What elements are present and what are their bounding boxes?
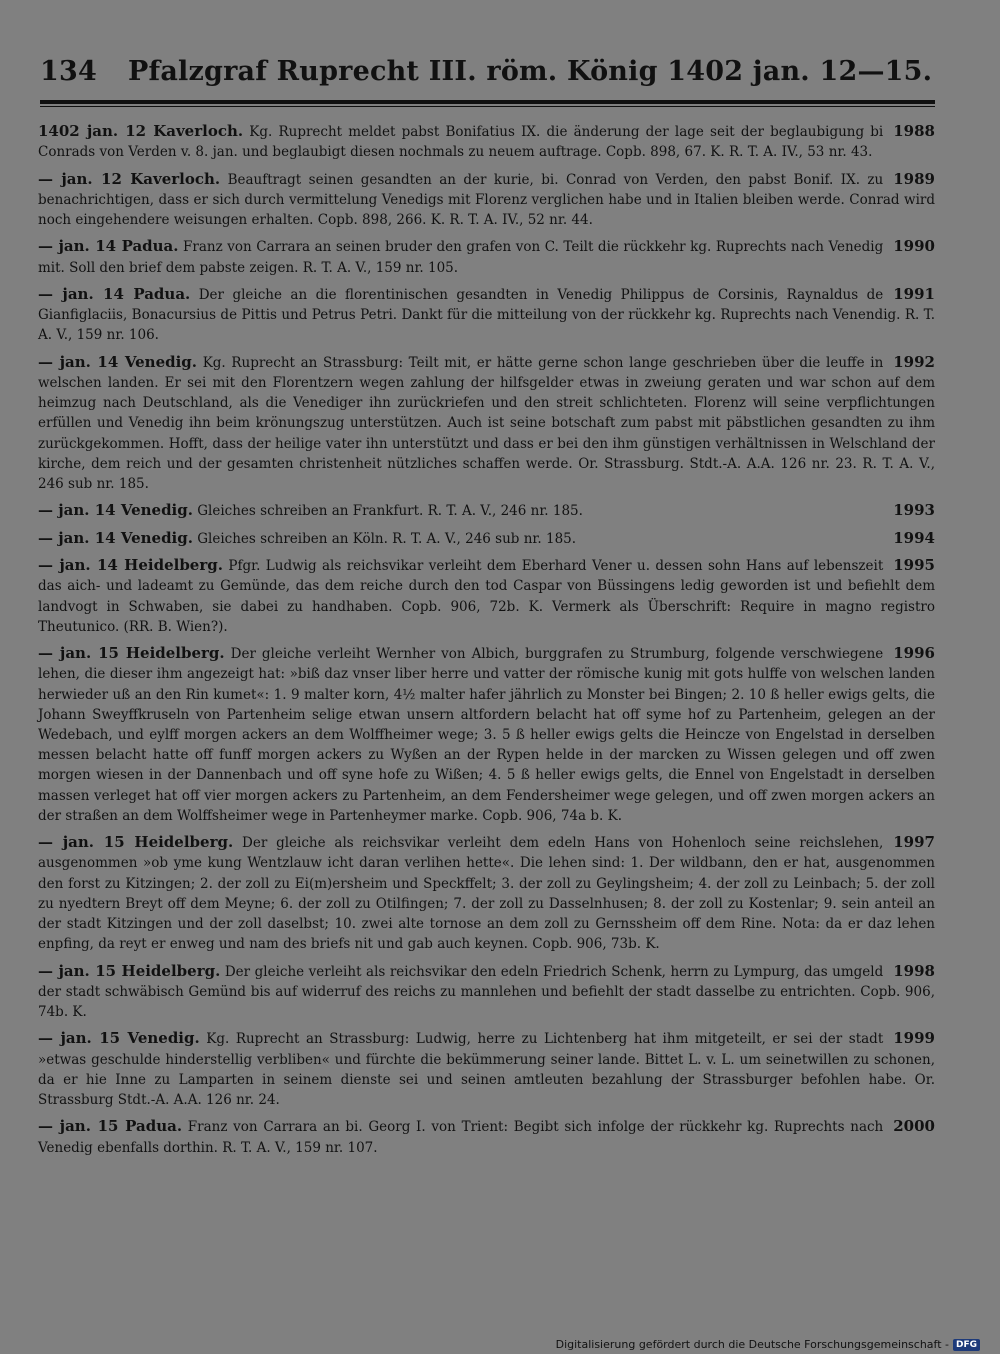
entry-date-place: — jan. 15 Padua. bbox=[38, 1117, 183, 1136]
regest-entry bbox=[38, 643, 935, 826]
regest-entry bbox=[38, 352, 935, 494]
entry-text: Der gleiche an die florentinischen gesandten in Venedig Philippus de Corsinis, Raynaldus de Gianfiglaciis, Bonacursius de Pittis und Petrus Petri. Dankt für die mitteilung von der rückkehr kg. Ruprechts nach Venendig. R. T. A. V., 159 nr. 106. bbox=[38, 286, 935, 344]
entry-number: 1992 bbox=[893, 352, 935, 371]
entry-date-place: — jan. 14 Venedig. bbox=[38, 528, 193, 547]
entry-date-place: — jan. 15 Heidelberg. bbox=[38, 961, 221, 980]
header-rule-thick bbox=[40, 100, 935, 104]
page-header bbox=[40, 52, 935, 92]
entry-text: Gleiches schreiben an Köln. R. T. A. V., 246 sub nr. 185. bbox=[197, 530, 577, 547]
entry-date-place: — jan. 14 Venedig. bbox=[38, 352, 198, 371]
regest-entry bbox=[38, 961, 935, 1023]
entry-date-place: — jan. 14 Venedig. bbox=[38, 501, 193, 520]
entry-number: 1994 bbox=[893, 528, 935, 547]
page-number: 134 bbox=[40, 56, 97, 87]
entry-number: 1990 bbox=[893, 237, 935, 256]
entry-text: Kg. Ruprecht an Strassburg: Ludwig, herre zu Lichtenberg hat ihm mitgeteilt, er sei der stadt »etwas geschulde hinderstellig verbliben« und fürchte die bekümmerung seiner lande. Bittet L. v. L. um seinetwillen zu schonen, da er hie Inne zu Lamparten in seinem dienste sei und seinen amtleuten bezahlung der Strassburger befohlen habe. Or. Strassburg Stdt.-A. A.A. 126 nr. 24. bbox=[38, 1031, 935, 1108]
regest-entry bbox=[38, 500, 935, 521]
regest-entry bbox=[38, 555, 935, 637]
entry-date-place: — jan. 14 Padua. bbox=[38, 237, 179, 256]
page-title: Pfalzgraf Ruprecht III. röm. König 1402 jan. 12—15. bbox=[128, 56, 933, 87]
entry-text: Franz von Carrara an seinen bruder den grafen von C. Teilt die rückkehr kg. Ruprechts nach Venedig mit. Soll den brief dem pabste zeigen. R. T. A. V., 159 nr. 105. bbox=[38, 239, 884, 276]
entry-date-place: 1402 jan. 12 Kaverloch. bbox=[38, 122, 244, 140]
entry-text: Beauftragt seinen gesandten an der kurie, bi. Conrad von Verden, den pabst Bonif. IX. zu benachrichtigen, dass er sich durch vermittelung Venedigs mit Florenz verglichen habe und in Italien bleiben werde. Conrad wird noch eingehendere weisungen erhalten. Copb. 898, 266. K. R. T. A. IV., 52 nr. 44. bbox=[38, 171, 935, 228]
entry-number: 2000 bbox=[893, 1117, 935, 1136]
entry-text: Franz von Carrara an bi. Georg I. von Trient: Begibt sich infolge der rückkehr kg. Ruprechts nach Venedig ebenfalls dorthin. R. T. A. V., 159 nr. 107. bbox=[38, 1119, 884, 1156]
entry-date-place: — jan. 12 Kaverloch. bbox=[38, 169, 221, 188]
entry-number: 1997 bbox=[893, 833, 935, 852]
entry-text: Kg. Ruprecht an Strassburg: Teilt mit, er hätte gerne schon lange geschrieben über die leuffe in welschen landen. Er sei mit den Florentzern wegen zahlung der hilfsgelder etwas in zweiung geraten und war schon auf dem heimzug nach Deutschland, als die Venediger ihn zurückriefen und den streit schlichteten. Florenz will seine verpflichtungen erfüllen und Venedig ihn beim krönungszug unterstützen. Auch ist seine botschaft zum pabst mit päbstlichen gesandten zu ihm zurückgekommen. Hofft, dass der heilige vater ihn unterstützt und dass er bei den ihm günstigen verhältnissen in Welschland der kirche, dem reich und der gesamten christenheit nützliches schaffen werde. Or. Strassburg. Stdt.-A. A.A. 126 nr. 23. R. T. A. V., 246 sub nr. 185. bbox=[38, 354, 935, 492]
entry-date-place: — jan. 15 Heidelberg. bbox=[38, 833, 234, 852]
entry-text: Der gleiche als reichsvikar verleiht dem edeln Hans von Hohenloch seine reichslehen, ausgenommen »ob yme kung Wentzlauw icht daran verlihen hette«. Die lehen sind: 1. Der wildbann, den er hat, ausgenommen den forst zu Kitzingen; 2. der zoll zu Ei(m)ersheim und Speckffelt; 3. der zoll zu Geylingsheim; 4. der zoll zu Leinbach; 5. der zoll zu nyedtern Breyt off dem Meyne; 6. der zoll zu Otilfingen; 7. der zoll zu Dasselnhusen; 8. der zoll zu Kostenlar; 9. sein anteil an der stadt Kitzingen und der zoll daselbst; 10. zwei alte tornose an dem zoll zu Gernssheim off dem Rine. Nota: da er daz lehen enpfing, da reyt er enweg und nam des briefs nit und gab auch keynen. Copb. 906, 73b. K. bbox=[38, 835, 935, 953]
entry-number: 1995 bbox=[893, 556, 935, 575]
entry-number: 1989 bbox=[893, 169, 935, 188]
regest-entry bbox=[38, 1116, 935, 1157]
entry-text: Der gleiche verleiht Wernher von Albich, burggrafen zu Strumburg, folgende verschwiegene lehen, die dieser ihm angezeigt hat: »biß daz vnser liber herre und vatter der römische kunig mit gots hulffe von welschen landen herwieder uß an den Rin kumet«: 1. 9 malter korn, 4½ malter hafer jährlich zu Monster bei Bingen; 2. 10 ß heller ewigs gelts, die Johann Sweyffkruseln von Partenheim selige etwan unsern altfordern belacht hat off syme hof zu Partenheim, gelegen an der Wedebach, und eylff morgen ackers an dem Wolffheimer wege; 3. 5 ß heller ewigs gelts die Heincze von Engelstad in derselben messen belacht hatte off funff morgen ackers zu Wyßen an der Rypen helde in der marcken zu Wissen gelegen und off zwen morgen wiesen in der Dannenbach und off syne hofe zu Wißen; 4. 5 ß heller ewigs gelts, die Ennel von Engelstadt in derselben massen verleget hat off vier morgen ackers zu Partenheim, an dem Fendersheimer wege gelegen, und off zwen morgen ackers an der straßen an dem Wolffsheimer wege in Partenheymer marke. Copb. 906, 74a b. K. bbox=[38, 646, 935, 824]
entry-number: 1998 bbox=[893, 961, 935, 980]
regest-entries bbox=[38, 121, 935, 1164]
entry-date-place: — jan. 14 Padua. bbox=[38, 284, 191, 303]
dfg-logo-icon: DFG bbox=[953, 1339, 980, 1351]
entry-number: 1988 bbox=[893, 122, 935, 140]
entry-text: Der gleiche verleiht als reichsvikar den edeln Friedrich Schenk, herrn zu Lympurg, das umgeld der stadt schwäbisch Gemünd bis auf widerruf des reichs zu mannlehen und befiehlt der stadt dasselbe zu entrichten. Copb. 906, 74b. K. bbox=[38, 963, 935, 1020]
entry-number: 1993 bbox=[893, 501, 935, 520]
entry-text: Gleiches schreiben an Frankfurt. R. T. A. V., 246 nr. 185. bbox=[197, 503, 583, 520]
entry-text: Kg. Ruprecht meldet pabst Bonifatius IX. die änderung der lage seit der beglaubigung bi Conrads von Verden v. 8. jan. und beglaubigt diesen nochmals zu neuem auftrage. Copb. 898, 67. K. R. T. A. IV., 53 nr. 43. bbox=[38, 124, 884, 161]
entry-text: Pfgr. Ludwig als reichsvikar verleiht dem Eberhard Vener u. dessen sohn Hans auf lebenszeit das aich- und ladeamt zu Gemünde, das dem reiche durch den tod Caspar von Büssingens ledig geworden ist und befiehlt dem landvogt in Schwaben, sie dabei zu handhaben. Copb. 906, 72b. K. Vermerk als Überschrift: Require in magno registro Theutunico. (RR. B. Wien?). bbox=[38, 558, 935, 635]
entry-date-place: — jan. 14 Heidelberg. bbox=[38, 556, 223, 575]
entry-date-place: — jan. 15 Venedig. bbox=[38, 1029, 200, 1048]
header-rule-thin bbox=[40, 106, 935, 107]
digitization-credit bbox=[556, 1338, 980, 1351]
entry-number: 1999 bbox=[893, 1029, 935, 1048]
regest-entry bbox=[38, 236, 935, 277]
regest-entry bbox=[38, 169, 935, 231]
regest-entry bbox=[38, 284, 935, 346]
entry-number: 1996 bbox=[893, 644, 935, 663]
regest-entry bbox=[38, 121, 935, 162]
regest-entry bbox=[38, 528, 935, 549]
entry-date-place: — jan. 15 Heidelberg. bbox=[38, 644, 225, 663]
credit-text: Digitalisierung gefördert durch die Deutsche Forschungsgemeinschaft - bbox=[555, 1338, 949, 1351]
entry-number: 1991 bbox=[893, 284, 935, 303]
regest-entry bbox=[38, 1028, 935, 1110]
regest-entry bbox=[38, 832, 935, 954]
